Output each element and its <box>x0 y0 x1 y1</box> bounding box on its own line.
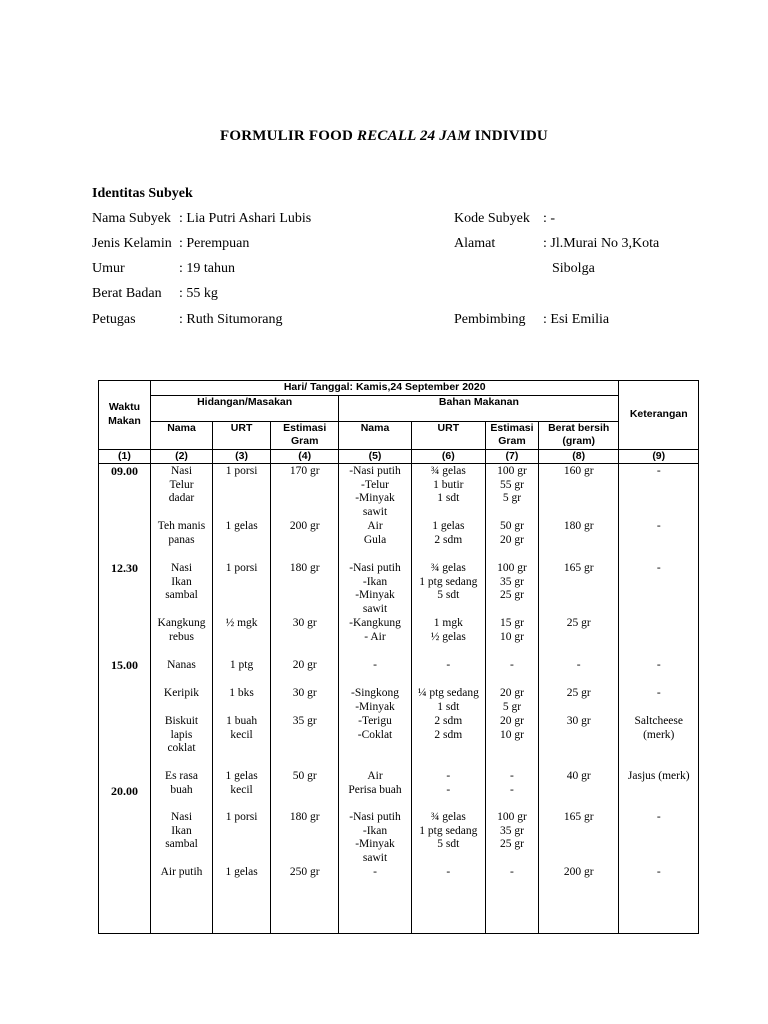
hidangan-estimasi-line: 250 gr <box>289 866 320 878</box>
bahan-estimasi <box>486 770 538 797</box>
bahan-urt-line: 2 sdm <box>434 728 463 741</box>
bahan-nama-line: -Minyak <box>355 700 395 713</box>
bahan-estimasi-line: 35 gr <box>499 575 524 588</box>
alamat-label: Alamat <box>454 236 496 251</box>
hidangan-estimasi-line: 50 gr <box>292 770 317 782</box>
hidangan-estimasi <box>271 866 338 880</box>
bahan-nama-line: -Ikan <box>362 575 388 588</box>
bahan-urt-line: 2 sdm <box>434 715 463 727</box>
bahan-estimasi <box>486 659 538 673</box>
alamat-value-line2: Sibolga <box>552 261 595 276</box>
hidangan-nama-line: Nasi <box>170 562 193 574</box>
berat-bersih-column <box>539 464 619 932</box>
jk-value: : Perempuan <box>179 236 250 251</box>
bahan-urt-line: - <box>446 866 451 878</box>
hidangan-nama-line: Nanas <box>167 659 196 671</box>
bahan-nama-line: - Air <box>364 630 386 643</box>
title-text: FORMULIR FOOD <box>220 128 357 144</box>
col-number: (3) <box>213 449 271 464</box>
bahan-urt <box>412 687 485 714</box>
bahan-estimasi-line: - <box>510 866 514 878</box>
hidangan-urt-column <box>213 464 270 932</box>
form-title <box>0 128 768 145</box>
hidangan-urt <box>213 811 270 825</box>
berat-bersih-line: 160 gr <box>563 465 594 477</box>
keterangan-column <box>619 464 698 932</box>
bahan-nama-line: -Minyak <box>355 589 395 601</box>
bahan-estimasi-line: 5 gr <box>502 492 522 504</box>
bahan-estimasi-line: 10 gr <box>499 728 524 741</box>
bahan-urt-line: 1 sdt <box>437 492 460 504</box>
bahan-urt-line: ¼ ptg sedang <box>417 687 479 699</box>
bahan-urt <box>412 562 485 603</box>
petugas-value: : Ruth Situmorang <box>179 312 283 327</box>
bahan-urt-column <box>412 464 485 932</box>
bahan-urt-line: 5 sdt <box>437 838 460 850</box>
bahan-urt <box>412 520 485 547</box>
bahan-nama-line: -Nasi putih <box>349 562 401 574</box>
berat-bersih <box>539 562 619 576</box>
waktu-makan-time: 15.00 <box>110 658 138 672</box>
hidangan-urt-line: 1 bks <box>229 687 254 699</box>
berat-bersih-line: 40 gr <box>566 770 591 782</box>
col-number: (5) <box>339 449 411 464</box>
bahan-nama-line: -Minyak <box>355 492 395 504</box>
hidangan-nama <box>151 617 212 644</box>
bahan-urt <box>412 617 485 644</box>
berat-bersih <box>539 465 619 479</box>
waktu-makan-time: 20.00 <box>110 784 138 798</box>
bahan-urt-line: 1 ptg sedang <box>419 575 478 588</box>
umur-value: : 19 tahun <box>179 261 235 276</box>
bahan-nama-line: -Singkong <box>351 687 399 699</box>
header-urt-bahan: URT <box>411 421 485 449</box>
bahan-nama <box>339 811 410 865</box>
hidangan-urt <box>213 715 270 742</box>
bahan-nama-line: -Ikan <box>362 824 388 837</box>
hidangan-estimasi <box>271 715 338 729</box>
bahan-estimasi <box>486 811 538 852</box>
hidangan-urt-line: 1 porsi <box>225 562 258 574</box>
hidangan-urt-line: ½ mgk <box>225 617 258 629</box>
hidangan-urt-line: kecil <box>230 783 253 796</box>
pembimbing-label: Pembimbing <box>454 312 526 327</box>
hidangan-estimasi-line: 20 gr <box>292 659 317 671</box>
bahan-nama-line: Air <box>367 520 383 532</box>
hidangan-urt-line: 1 ptg <box>229 659 254 671</box>
identity-row-bb <box>0 286 768 304</box>
bahan-urt-line: 1 sdt <box>437 700 460 713</box>
bahan-nama <box>339 465 410 519</box>
bahan-estimasi <box>486 617 538 644</box>
hidangan-estimasi-line: 180 gr <box>289 811 320 823</box>
hidangan-nama-line: Teh manis <box>157 520 206 532</box>
bahan-nama <box>339 659 410 673</box>
bahan-estimasi <box>486 715 538 742</box>
hidangan-urt <box>213 687 270 701</box>
hidangan-nama-line: lapis <box>170 728 193 741</box>
keterangan-line: Saltcheese <box>634 715 683 727</box>
hidangan-nama <box>151 465 212 506</box>
col-number: (8) <box>538 449 619 464</box>
hidangan-estimasi <box>271 520 338 534</box>
hidangan-urt-line: 1 gelas <box>225 520 258 532</box>
bahan-estimasi-line: 20 gr <box>499 715 524 727</box>
col-number: (6) <box>411 449 485 464</box>
bahan-nama-line: Gula <box>363 533 387 546</box>
hidangan-nama-column <box>151 464 212 932</box>
bahan-estimasi-line: 50 gr <box>499 520 524 532</box>
hidangan-nama <box>151 659 212 673</box>
bahan-nama-line: -Terigu <box>358 715 392 727</box>
berat-bersih <box>539 687 619 701</box>
col-number: (2) <box>150 449 212 464</box>
hidangan-urt-line: 1 gelas <box>225 866 258 878</box>
bahan-estimasi-line: 100 gr <box>497 811 527 823</box>
berat-bersih <box>539 866 619 880</box>
bahan-urt-line: - <box>446 659 451 671</box>
hidangan-nama-line: Air putih <box>160 866 203 878</box>
umur-label: Umur <box>92 261 125 276</box>
hidangan-nama-line: Telur <box>169 478 194 491</box>
nama-value: : Lia Putri Ashari Lubis <box>179 211 312 226</box>
bahan-nama-line: - <box>373 866 377 878</box>
berat-bersih <box>539 617 619 631</box>
bahan-urt-line: 1 ptg sedang <box>419 824 478 837</box>
header-urt: URT <box>213 421 271 449</box>
hidangan-nama-line: Es rasa <box>165 770 198 782</box>
header-waktu: Waktu Makan <box>99 381 151 450</box>
bahan-estimasi <box>486 866 538 880</box>
bahan-nama-line: Perisa buah <box>348 783 402 796</box>
hidangan-urt <box>213 770 270 797</box>
hidangan-nama-line: sambal <box>165 589 198 601</box>
keterangan-line: - <box>656 520 661 532</box>
bahan-estimasi-line: 25 gr <box>499 838 524 850</box>
bahan-estimasi-line: 20 gr <box>499 533 524 546</box>
bahan-estimasi-line: 55 gr <box>499 478 524 491</box>
bahan-nama <box>339 562 410 616</box>
identity-heading: Identitas Subyek <box>92 186 193 201</box>
bahan-urt-line: - <box>446 783 451 796</box>
waktu-makan-time: 12.30 <box>110 561 138 575</box>
bahan-nama-line: Air <box>367 770 383 782</box>
hidangan-nama <box>151 562 212 603</box>
hidangan-nama-line: Nasi <box>170 811 193 823</box>
bahan-nama <box>339 687 410 714</box>
bahan-urt <box>412 866 485 880</box>
header-nama-bahan: Nama <box>339 421 411 449</box>
hidangan-urt <box>213 866 270 880</box>
bahan-estimasi-line: - <box>510 659 514 671</box>
hidangan-estimasi-line: 30 gr <box>292 617 317 629</box>
berat-bersih-line: - <box>576 659 581 671</box>
bahan-nama-line: sawit <box>362 851 388 864</box>
bahan-estimasi-line: 100 gr <box>497 465 527 477</box>
header-bahan: Bahan Makanan <box>339 395 619 421</box>
identity-row-nama <box>0 211 768 229</box>
food-recall-table <box>98 380 699 934</box>
col-number: (1) <box>99 449 151 464</box>
bb-label: Berat Badan <box>92 286 162 301</box>
hidangan-urt-line: 1 porsi <box>225 465 258 477</box>
bahan-estimasi-line: 5 gr <box>502 700 522 713</box>
hidangan-urt <box>213 659 270 673</box>
bahan-nama-line: - <box>373 659 377 671</box>
hidangan-estimasi <box>271 687 338 701</box>
berat-bersih <box>539 811 619 825</box>
title-italic-text: RECALL 24 JAM <box>357 128 471 144</box>
col-number: (4) <box>271 449 339 464</box>
bahan-urt <box>412 770 485 797</box>
header-hidangan: Hidangan/Masakan <box>150 395 338 421</box>
bahan-nama <box>339 866 410 880</box>
header-estimasi-bahan: Estimasi Gram <box>486 421 539 449</box>
hidangan-nama-line: Ikan <box>171 824 192 837</box>
hidangan-urt <box>213 465 270 479</box>
bahan-nama-line: -Kangkung <box>349 617 401 629</box>
keterangan <box>619 520 698 534</box>
bahan-estimasi-line: - <box>510 783 514 796</box>
hidangan-estimasi-line: 30 gr <box>292 687 317 699</box>
hidangan-nama-line: buah <box>170 783 193 796</box>
hidangan-urt <box>213 617 270 631</box>
hidangan-urt-line: 1 buah <box>226 715 258 727</box>
keterangan-line: - <box>656 562 661 574</box>
kode-value: : - <box>543 211 556 226</box>
waktu-makan-time: 09.00 <box>110 464 138 478</box>
hidangan-nama-line: coklat <box>167 742 196 754</box>
bahan-urt-line: ¾ gelas <box>430 465 466 477</box>
berat-bersih-line: 165 gr <box>563 562 594 574</box>
identity-row-petugas <box>0 312 768 330</box>
waktu-column <box>99 464 150 932</box>
berat-bersih-line: 180 gr <box>563 520 594 532</box>
berat-bersih-line: 25 gr <box>566 617 591 629</box>
hidangan-estimasi-column <box>271 464 338 932</box>
hidangan-nama <box>151 770 212 797</box>
bahan-nama-column <box>339 464 410 932</box>
bahan-nama <box>339 715 410 742</box>
bahan-urt-line: - <box>446 770 451 782</box>
hidangan-urt <box>213 562 270 576</box>
hidangan-nama <box>151 715 212 756</box>
berat-bersih-line: 200 gr <box>563 866 594 878</box>
header-nama: Nama <box>150 421 212 449</box>
bahan-nama <box>339 770 410 797</box>
hidangan-estimasi <box>271 811 338 825</box>
hidangan-estimasi <box>271 770 338 784</box>
berat-bersih-line: 165 gr <box>563 811 594 823</box>
kode-label: Kode Subyek <box>454 211 530 226</box>
berat-bersih <box>539 659 619 673</box>
header-hari: Hari/ Tanggal: Kamis,24 September 2020 <box>150 381 619 396</box>
keterangan <box>619 562 698 576</box>
bahan-nama-line: sawit <box>362 505 388 518</box>
alamat-value: : Jl.Murai No 3,Kota <box>543 236 660 251</box>
title-text-end: INDIVIDU <box>470 128 548 144</box>
header-estimasi: Estimasi Gram <box>271 421 339 449</box>
identity-row-jk <box>0 236 768 254</box>
keterangan-line: - <box>656 465 661 477</box>
bahan-nama-line: -Minyak <box>355 838 395 850</box>
bahan-urt-line: ¾ gelas <box>430 562 466 574</box>
jk-label: Jenis Kelamin <box>92 236 172 251</box>
bahan-estimasi-line: - <box>510 770 514 782</box>
keterangan-line: Jasjus (merk) <box>627 770 690 782</box>
bahan-urt-line: ½ gelas <box>430 630 466 643</box>
bahan-nama <box>339 617 410 644</box>
hidangan-nama <box>151 866 212 880</box>
bahan-estimasi-line: 100 gr <box>497 562 527 574</box>
bahan-nama-line: -Nasi putih <box>349 811 401 823</box>
bahan-urt-line: 2 sdm <box>434 533 463 546</box>
keterangan-line: (merk) <box>643 728 675 741</box>
bahan-estimasi <box>486 687 538 714</box>
hidangan-nama-line: Keripik <box>163 687 200 699</box>
hidangan-estimasi <box>271 617 338 631</box>
hidangan-nama-line: rebus <box>169 630 194 643</box>
keterangan-line: - <box>656 687 661 699</box>
header-keterangan: Keterangan <box>619 381 699 450</box>
keterangan-line: - <box>656 811 661 823</box>
bahan-urt-line: 1 mgk <box>433 617 463 629</box>
bahan-urt-line: 1 gelas <box>432 520 465 532</box>
hidangan-urt-line: 1 porsi <box>225 811 258 823</box>
keterangan <box>619 465 698 479</box>
bahan-estimasi-line: 35 gr <box>499 824 524 837</box>
berat-bersih <box>539 520 619 534</box>
keterangan-line: - <box>656 866 661 878</box>
berat-bersih <box>539 715 619 729</box>
hidangan-urt-line: kecil <box>230 728 253 741</box>
identity-row-umur <box>0 261 768 279</box>
keterangan <box>619 659 698 673</box>
nama-label: Nama Subyek <box>92 211 171 226</box>
berat-bersih-line: 25 gr <box>566 687 591 699</box>
bahan-nama-line: sawit <box>362 602 388 615</box>
pembimbing-value: : Esi Emilia <box>543 312 610 327</box>
keterangan <box>619 770 698 784</box>
hidangan-estimasi-line: 180 gr <box>289 562 320 574</box>
hidangan-nama <box>151 811 212 852</box>
bahan-estimasi-line: 10 gr <box>499 630 524 643</box>
hidangan-estimasi <box>271 465 338 479</box>
hidangan-nama-line: Kangkung <box>157 617 206 629</box>
hidangan-nama-line: Ikan <box>171 575 192 588</box>
hidangan-estimasi <box>271 659 338 673</box>
bahan-estimasi-line: 15 gr <box>499 617 524 629</box>
col-number: (9) <box>619 449 699 464</box>
keterangan <box>619 811 698 825</box>
bahan-estimasi <box>486 520 538 547</box>
bahan-estimasi-line: 25 gr <box>499 589 524 601</box>
berat-bersih <box>539 770 619 784</box>
bahan-urt <box>412 465 485 506</box>
keterangan <box>619 687 698 701</box>
bahan-nama-line: -Coklat <box>357 728 393 741</box>
bahan-estimasi <box>486 465 538 506</box>
bahan-urt <box>412 715 485 742</box>
hidangan-nama-line: dadar <box>168 492 195 504</box>
hidangan-nama-line: Biskuit <box>164 715 199 727</box>
hidangan-estimasi-line: 35 gr <box>292 715 317 727</box>
bahan-urt <box>412 811 485 852</box>
hidangan-urt-line: 1 gelas <box>225 770 258 782</box>
bahan-nama-line: -Telur <box>361 478 389 491</box>
hidangan-estimasi-line: 170 gr <box>289 465 320 477</box>
bb-value: : 55 kg <box>179 286 218 301</box>
bahan-estimasi <box>486 562 538 603</box>
keterangan <box>619 866 698 880</box>
hidangan-nama-line: sambal <box>165 838 198 850</box>
bahan-urt-line: ¾ gelas <box>430 811 466 823</box>
keterangan-line: - <box>656 659 661 671</box>
bahan-estimasi-line: 20 gr <box>499 687 524 699</box>
hidangan-nama <box>151 520 212 547</box>
hidangan-nama <box>151 687 212 701</box>
berat-bersih-line: 30 gr <box>566 715 591 727</box>
hidangan-urt <box>213 520 270 534</box>
hidangan-nama-line: panas <box>168 533 195 546</box>
bahan-urt-line: 5 sdt <box>437 589 460 601</box>
hidangan-nama-line: Nasi <box>170 465 193 477</box>
header-berat-bersih: Berat bersih (gram) <box>538 421 619 449</box>
bahan-nama-line: -Nasi putih <box>349 465 401 477</box>
col-number: (7) <box>486 449 539 464</box>
hidangan-estimasi-line: 200 gr <box>289 520 320 532</box>
petugas-label: Petugas <box>92 312 136 327</box>
bahan-urt <box>412 659 485 673</box>
keterangan <box>619 715 698 742</box>
hidangan-estimasi <box>271 562 338 576</box>
bahan-estimasi-column <box>486 464 538 932</box>
bahan-nama <box>339 520 410 547</box>
bahan-urt-line: 1 butir <box>433 478 464 491</box>
